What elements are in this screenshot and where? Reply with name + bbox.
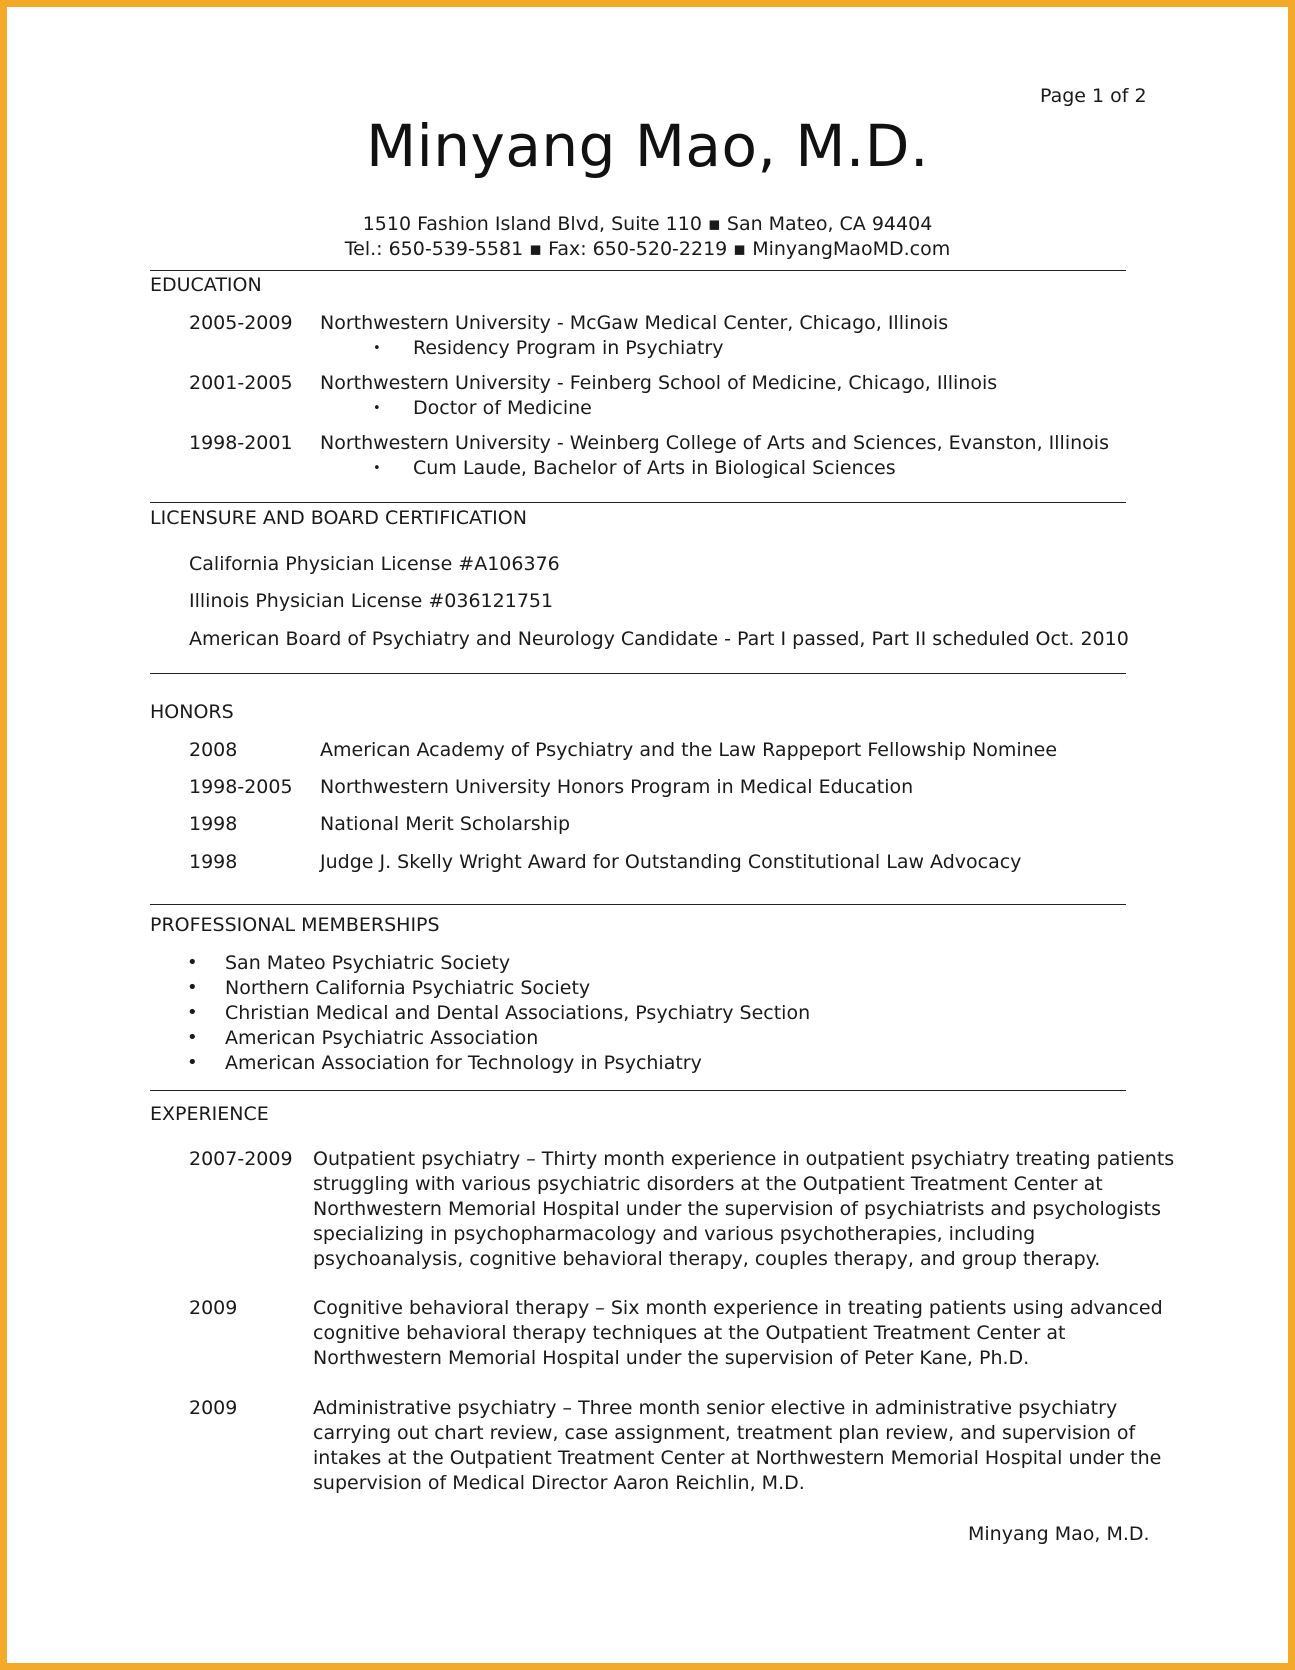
education-institution: Northwestern University - Feinberg School of Medicine, Chicago, Illinois — [320, 372, 998, 394]
memberships-heading: PROFESSIONAL MEMBERSHIPS — [150, 914, 440, 936]
experience-line: Northwestern Memorial Hospital under the supervision of psychiatrists and psychologists — [313, 1198, 1161, 1220]
page-number: Page 1 of 2 — [1040, 85, 1147, 107]
experience-line: psychoanalysis, cognitive behavioral therapy, couples therapy, and group therapy. — [313, 1248, 1101, 1270]
education-years: 2001-2005 — [189, 372, 293, 394]
license-item: California Physician License #A106376 — [189, 553, 560, 575]
divider — [150, 270, 1126, 271]
experience-line: specializing in psychopharmacology and various psychotherapies, including — [313, 1223, 1036, 1245]
bullet-icon: • — [373, 461, 381, 476]
experience-description — [313, 1147, 1175, 1272]
experience-line: supervision of Medical Director Aaron Reichlin, M.D. — [313, 1472, 805, 1494]
resume-name: Minyang Mao, M.D. — [366, 112, 929, 180]
education-detail: Residency Program in Psychiatry — [413, 337, 724, 359]
membership-item: Northern California Psychiatric Society — [225, 977, 591, 999]
education-years: 2005-2009 — [189, 312, 293, 334]
experience-line: Administrative psychiatry – Three month senior elective in administrative psychiatry — [313, 1397, 1118, 1419]
bullet-icon: • — [187, 1002, 198, 1023]
divider — [150, 502, 1126, 503]
education-detail: Doctor of Medicine — [413, 397, 592, 419]
honor-year: 1998 — [189, 851, 238, 873]
bullet-icon: • — [187, 952, 198, 973]
membership-item: American Association for Technology in Psychiatry — [225, 1052, 702, 1074]
experience-years: 2007-2009 — [189, 1148, 293, 1170]
honor-year: 1998-2005 — [189, 776, 293, 798]
contact-line: Tel.: 650-539-5581 ▪ Fax: 650-520-2219 ▪ MinyangMaoMD.com — [344, 238, 951, 260]
experience-years: 2009 — [189, 1397, 238, 1419]
divider — [150, 904, 1126, 905]
education-detail: Cum Laude, Bachelor of Arts in Biological Sciences — [413, 457, 896, 479]
experience-years: 2009 — [189, 1297, 238, 1319]
experience-line: intakes at the Outpatient Treatment Center at Northwestern Memorial Hospital under the — [313, 1447, 1162, 1469]
experience-line: Northwestern Memorial Hospital under the supervision of Peter Kane, Ph.D. — [313, 1347, 1030, 1369]
bullet-icon: • — [187, 1027, 198, 1048]
honor-text: National Merit Scholarship — [320, 813, 571, 835]
honor-text: Judge J. Skelly Wright Award for Outstanding Constitutional Law Advocacy — [320, 851, 1022, 873]
membership-item: Christian Medical and Dental Associations, Psychiatry Section — [225, 1002, 811, 1024]
licensure-heading: LICENSURE AND BOARD CERTIFICATION — [150, 507, 527, 529]
experience-description — [313, 1296, 1163, 1371]
address-line: 1510 Fashion Island Blvd, Suite 110 ▪ San Mateo, CA 94404 — [362, 213, 933, 235]
education-heading: EDUCATION — [150, 274, 262, 296]
honors-heading: HONORS — [150, 701, 234, 723]
honor-year: 1998 — [189, 813, 238, 835]
education-years: 1998-2001 — [189, 432, 293, 454]
bullet-icon: • — [187, 977, 198, 998]
experience-heading: EXPERIENCE — [150, 1103, 269, 1125]
education-institution: Northwestern University - Weinberg College of Arts and Sciences, Evanston, Illinois — [320, 432, 1109, 454]
experience-line: Outpatient psychiatry – Thirty month experience in outpatient psychiatry treating patients — [313, 1148, 1175, 1170]
divider — [150, 673, 1126, 674]
honor-text: American Academy of Psychiatry and the Law Rappeport Fellowship Nominee — [320, 739, 1058, 761]
education-institution: Northwestern University - McGaw Medical Center, Chicago, Illinois — [320, 312, 949, 334]
membership-item: American Psychiatric Association — [225, 1027, 539, 1049]
license-item: Illinois Physician License #036121751 — [189, 590, 554, 612]
experience-line: carrying out chart review, case assignment, treatment plan review, and supervision of — [313, 1422, 1136, 1444]
bullet-icon: • — [187, 1052, 198, 1073]
experience-description — [313, 1396, 1162, 1496]
bullet-icon: • — [373, 341, 381, 356]
experience-line: cognitive behavioral therapy techniques at the Outpatient Treatment Center at — [313, 1322, 1066, 1344]
license-item: American Board of Psychiatry and Neurology Candidate - Part I passed, Part II scheduled Oct. 2010 — [189, 628, 1129, 650]
experience-line: struggling with various psychiatric disorders at the Outpatient Treatment Center at — [313, 1173, 1103, 1195]
membership-item: San Mateo Psychiatric Society — [225, 952, 511, 974]
divider — [150, 1090, 1126, 1091]
bullet-icon: • — [373, 401, 381, 416]
footer-name: Minyang Mao, M.D. — [968, 1523, 1150, 1545]
honor-text: Northwestern University Honors Program in Medical Education — [320, 776, 914, 798]
experience-line: Cognitive behavioral therapy – Six month experience in treating patients using advanced — [313, 1297, 1163, 1319]
honor-year: 2008 — [189, 739, 238, 761]
